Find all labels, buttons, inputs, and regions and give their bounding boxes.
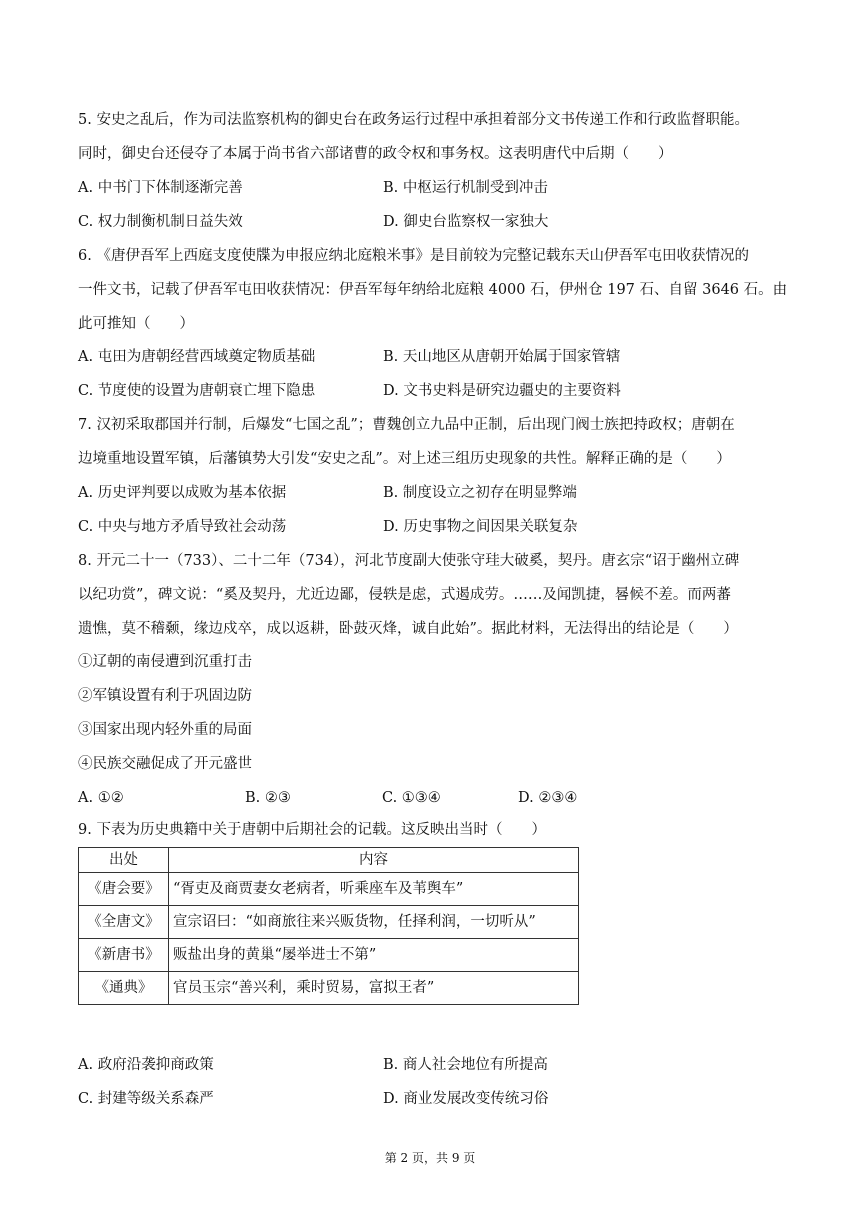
table-cell-source: 《新唐书》 xyxy=(79,939,169,972)
q6-option-a[interactable]: A. 屯田为唐朝经营西域奠定物质基础 xyxy=(78,349,316,365)
table-cell-content: 贩盐出身的黄巢“屡举进士不第” xyxy=(169,939,579,972)
q9-records-table xyxy=(78,847,579,1005)
q7-stem-line2: 边境重地设置军镇，后藩镇势大引发“安史之乱”。对上述三组历史现象的共性。解释正确的是（ ） xyxy=(78,451,731,467)
table-cell-content: “胥吏及商贾妻女老病者，听乘座车及苇舆车” xyxy=(169,873,579,906)
q9-option-c[interactable]: C. 封建等级关系森严 xyxy=(78,1091,214,1107)
table-row xyxy=(79,939,579,972)
q7-stem-line1: 7. 汉初采取郡国并行制，后爆发“七国之乱”；曹魏创立九品中正制，后出现门阀士族把持政权；唐朝在 xyxy=(78,417,735,433)
table-row xyxy=(79,972,579,1005)
table-cell-content: 宣宗诏曰：“如商旅往来兴贩货物，任择利润，一切听从” xyxy=(169,906,579,939)
table-header-content: 内容 xyxy=(169,848,579,873)
q5-option-d[interactable]: D. 御史台监察权一家独大 xyxy=(383,214,549,230)
q6-option-c[interactable]: C. 节度使的设置为唐朝衰亡埋下隐患 xyxy=(78,383,316,399)
q8-option-c[interactable]: C. ①③④ xyxy=(382,790,441,806)
q5-stem-line1: 5. 安史之乱后，作为司法监察机构的御史台在政务运行过程中承担着部分文书传递工作和行政监督职能。 xyxy=(78,112,749,128)
q6-option-b[interactable]: B. 天山地区从唐朝开始属于国家管辖 xyxy=(383,349,621,365)
q9-option-a[interactable]: A. 政府沿袭抑商政策 xyxy=(78,1057,214,1073)
table-header-source: 出处 xyxy=(79,848,169,873)
q8-option-b[interactable]: B. ②③ xyxy=(245,790,291,806)
q6-stem-line1: 6. 《唐伊吾军上西庭支度使牒为申报应纳北庭粮米事》是目前较为完整记载东天山伊吾军屯田收获情况的 xyxy=(78,248,749,264)
table-cell-content: 官员玉宗“善兴利，乘时贸易，富拟王者” xyxy=(169,972,579,1005)
table-cell-source: 《通典》 xyxy=(79,972,169,1005)
q5-stem-line2: 同时，御史台还侵夺了本属于尚书省六部诸曹的政令权和事务权。这表明唐代中后期（ ） xyxy=(78,146,673,162)
q5-option-c[interactable]: C. 权力制衡机制日益失效 xyxy=(78,214,243,230)
q7-option-a[interactable]: A. 历史评判要以成败为基本依据 xyxy=(78,485,287,501)
q8-stem-line2: 以纪功赏”，碑文说：“奚及契丹，尤近边鄙，侵轶是虑，式遏成劳。……及闻凯捷，晷候不差。而两蕃 xyxy=(78,587,731,603)
q6-option-d[interactable]: D. 文书史料是研究边疆史的主要资料 xyxy=(383,383,621,399)
q8-item-4: ④民族交融促成了开元盛世 xyxy=(78,756,252,772)
q7-option-c[interactable]: C. 中央与地方矛盾导致社会动荡 xyxy=(78,519,287,535)
q7-option-d[interactable]: D. 历史事物之间因果关联复杂 xyxy=(383,519,578,535)
q9-stem-line1: 9. 下表为历史典籍中关于唐朝中后期社会的记载。这反映出当时（ ） xyxy=(78,822,546,838)
q8-stem-line3: 遗憔，莫不稽颡，缘边戍卒，成以返耕，卧鼓灭烽，诚自此始”。据此材料，无法得出的结论是（ ） xyxy=(78,621,738,637)
q8-item-3: ③国家出现内轻外重的局面 xyxy=(78,722,252,738)
q8-item-2: ②军镇设置有利于巩固边防 xyxy=(78,688,252,704)
q7-option-b[interactable]: B. 制度设立之初存在明显弊端 xyxy=(383,485,577,501)
q9-option-b[interactable]: B. 商人社会地位有所提高 xyxy=(383,1057,548,1073)
q5-option-b[interactable]: B. 中枢运行机制受到冲击 xyxy=(383,180,548,196)
q6-stem-line2: 一件文书，记载了伊吾军屯田收获情况：伊吾军每年纳给北庭粮 4000 石，伊州仓 197 石、自留 3646 石。由 xyxy=(78,282,788,298)
q8-item-1: ①辽朝的南侵遭到沉重打击 xyxy=(78,654,252,670)
q6-stem-line3: 此可推知（ ） xyxy=(78,316,194,332)
q5-option-a[interactable]: A. 中书门下体制逐渐完善 xyxy=(78,180,243,196)
table-row xyxy=(79,906,579,939)
page-footer: 第 2 页，共 9 页 xyxy=(384,1151,476,1165)
table-header-row xyxy=(79,848,579,873)
q8-stem-line1: 8. 开元二十一（733）、二十二年（734），河北节度副大使张守珪大破奚，契丹。唐玄宗“诏于幽州立碑 xyxy=(78,553,740,569)
table-cell-source: 《唐会要》 xyxy=(79,873,169,906)
table-row xyxy=(79,873,579,906)
q8-option-d[interactable]: D. ②③④ xyxy=(518,790,578,806)
q9-option-d[interactable]: D. 商业发展改变传统习俗 xyxy=(383,1091,549,1107)
q8-option-a[interactable]: A. ①② xyxy=(78,790,124,806)
table-cell-source: 《全唐文》 xyxy=(79,906,169,939)
